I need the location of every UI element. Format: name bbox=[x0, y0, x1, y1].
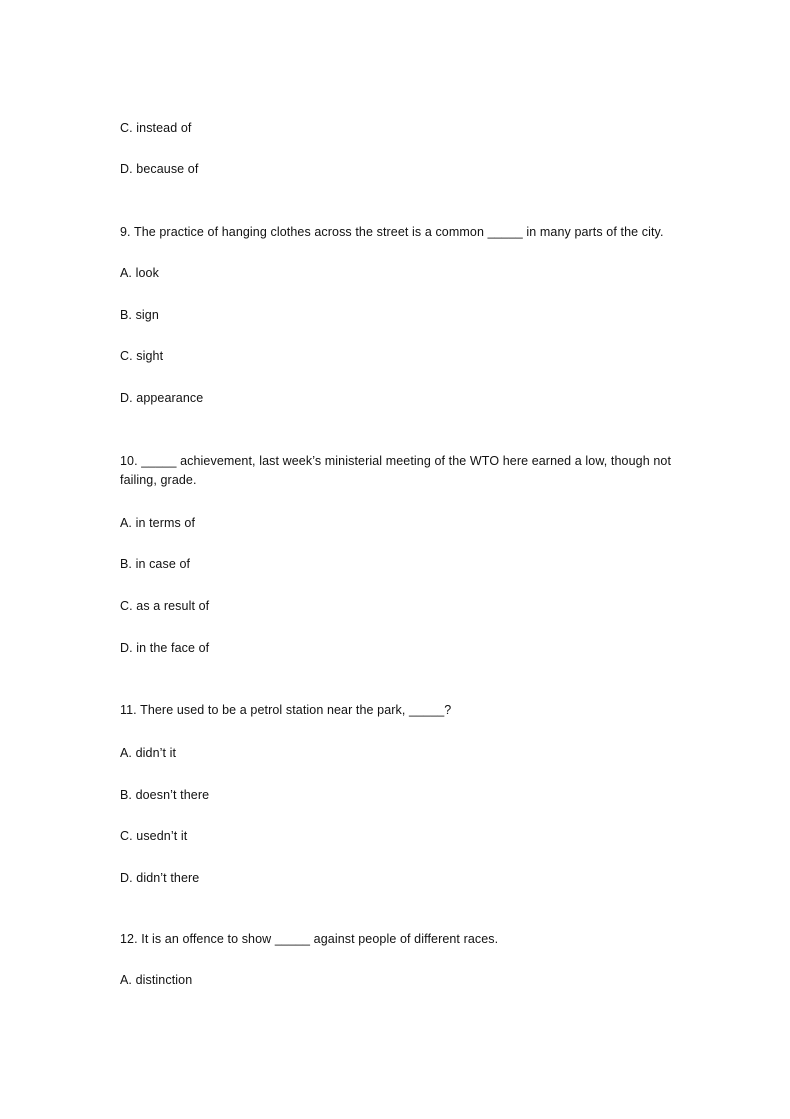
q11-option-a: A. didn’t it bbox=[120, 746, 177, 760]
q10-option-b: B. in case of bbox=[120, 557, 191, 571]
q9-option-c: C. sight bbox=[120, 349, 164, 363]
q9-option-b: B. sign bbox=[120, 308, 159, 322]
q11-option-c: C. usedn’t it bbox=[120, 829, 188, 843]
question-9: 9. The practice of hanging clothes across the street is a common _____ in many parts of the city. bbox=[120, 225, 664, 239]
q10-option-d: D. in the face of bbox=[120, 641, 210, 655]
question-11: 11. There used to be a petrol station near the park, _____? bbox=[120, 703, 452, 717]
q9-option-d: D. appearance bbox=[120, 391, 204, 405]
q10-option-c: C. as a result of bbox=[120, 599, 210, 613]
option-c-instead-of: C. instead of bbox=[120, 121, 192, 135]
question-10: 10. _____ achievement, last week’s ministerial meeting of the WTO here earned a low, though not failing, grade. bbox=[120, 454, 672, 487]
q11-option-b: B. doesn’t there bbox=[120, 788, 210, 802]
q11-option-d: D. didn’t there bbox=[120, 871, 200, 885]
q12-option-a: A. distinction bbox=[120, 973, 193, 987]
question-12: 12. It is an offence to show _____ against people of different races. bbox=[120, 932, 499, 946]
option-d-because-of: D. because of bbox=[120, 162, 199, 176]
q9-option-a: A. look bbox=[120, 266, 159, 280]
q10-option-a: A. in terms of bbox=[120, 516, 196, 530]
